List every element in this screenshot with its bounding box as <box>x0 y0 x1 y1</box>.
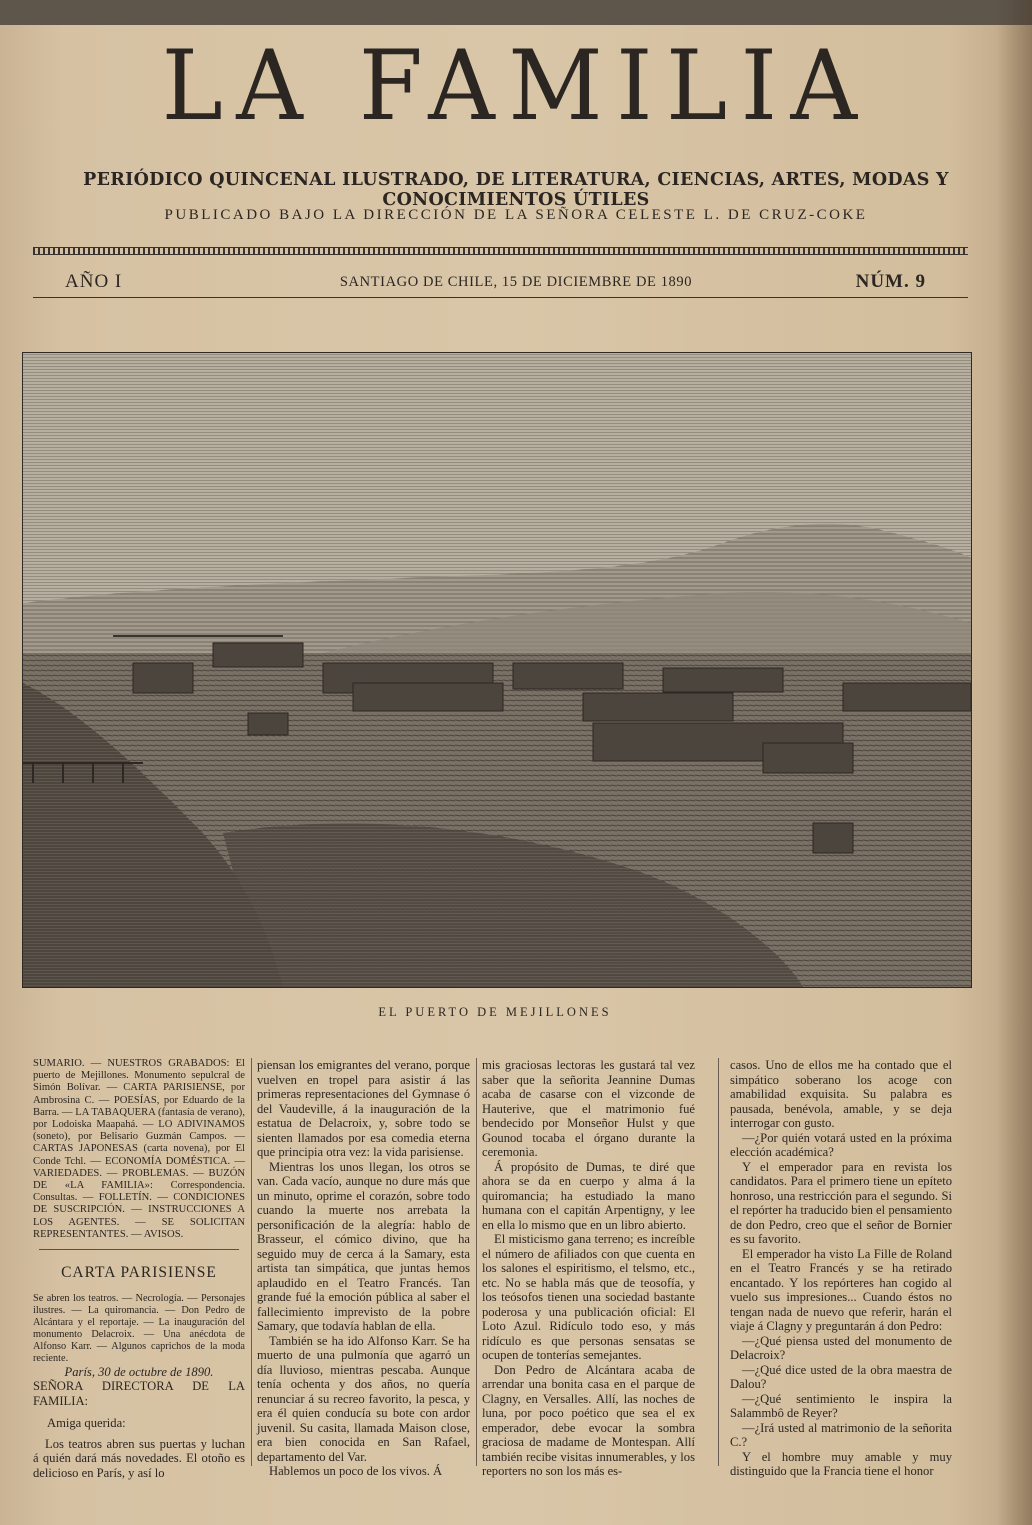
column-rule <box>251 1058 252 1466</box>
paragraph: —¿Qué piensa usted del monumento de Delacroix? <box>730 1333 952 1362</box>
paragraph: Los teatros abren sus puertas y luchan á quién dará más novedades. El otoño es delicioso en París, y así lo <box>33 1436 245 1480</box>
paragraph: Hablemos un poco de los vivos. Á <box>269 1464 443 1478</box>
scan-top-border <box>0 0 1032 25</box>
paragraph: mis graciosas lectoras les gustará tal vez saber que la señorita Jeannine Dumas acaba de casarse con el vizconde de Hauterive, que el matrimonio fué bendecido por Monseñor Hulst y que Gounod tocaba el órgano durante la ceremonia. <box>482 1058 695 1159</box>
masthead-publisher-line: PUBLICADO BAJO LA DIRECCIÓN DE LA SEÑORA CELESTE L. DE CRUZ-COKE <box>164 207 868 223</box>
column-1 <box>33 1058 245 1480</box>
sumario-block <box>33 1058 245 1241</box>
column-4 <box>730 1058 952 1479</box>
paragraph: —¿Qué dice usted de la obra maestra de Dalou? <box>730 1362 952 1391</box>
paragraph: El misticismo gana terreno; es increíble el número de afiliados con que cuenta en los salones el espiritismo, el telsmo, etc., etc. No se habla más que de teosofía, y los teósofos tienen una sociedad bastante poderosa y una publicación oficial: El Loto Azul. Ridículo todo eso, y más ridículo es que personas sensatas se ocupen de tonterías semejantes. <box>482 1232 695 1362</box>
paragraph: Á propósito de Dumas, te diré que ahora se da en cuerpo y alma á la quiromancia; ha estudiado la mano humana con el capitán Arpentigny, y lee en ella lo mismo que en un libro abierto. <box>482 1159 695 1232</box>
paragraph: casos. Uno de ellos me ha contado que el simpático soberano los acoge con amabilidad exquisita. Su palabra es pausada, benévola, amable, y se deja interrogar con gusto. <box>730 1058 952 1130</box>
letter-greeting: Amiga querida: <box>47 1416 126 1431</box>
column-3 <box>482 1058 695 1479</box>
paragraph: Mientras los unos llegan, los otros se van. Cada vacío, aunque no dure más que un minuto, oprime el corazón, sobre todo cuando la muerte nos arrebata la personificación de la alegría: hablo de Brasseur, el cómico divino, que ha seguido muy de cerca á la Samary, esta artista tan simpática, que juntas hemos aplaudido en el Teatro Francés. Tan grande fué la emoción pública al saber el fallecimiento imprevisto de la pobre Samary, que todavía hablan de ella. <box>257 1159 470 1333</box>
issue-year: AÑO I <box>65 271 123 292</box>
column-2 <box>257 1058 470 1479</box>
section-summary-block <box>33 1293 245 1365</box>
section-rule <box>39 1249 239 1250</box>
sumario-text: SUMARIO. — NUESTROS GRABADOS: El puerto de Mejillones. Monumento sepulcral de Simón Bolívar. — CARTA PARISIENSE, por Ambrosina C. — POESÍAS, por Eduardo de la Barra. — LA TABAQUERA (fantasía de verano), por Lodoiska Maapahá. — LO ADIVINAMOS (soneto), por Belisario Guzmán Campos. — CARTAS JAPONESAS (carta novena), por El Conde Tchl. — ECONOMÍA DOMÉSTICA. — VARIEDADES. — PROBLEMAS. — BUZÓN DE «LA FAMILIA»: Correspondencia. Consultas. — FOLLETÍN. — CONDICIONES DE SUSCRIPCIÓN. — INSTRUCCIONES A LOS AGENTES. — SE SOLICITAN REPRESENTANTES. — AVISOS. <box>33 1058 245 1240</box>
paragraph: —¿Por quién votará usted en la próxima elección académica? <box>730 1130 952 1159</box>
masthead-title: LA FAMILIA <box>161 30 871 142</box>
dateline-rule <box>33 297 968 298</box>
paragraph: —¿Qué sentimiento le inspira la Salammbô de Reyer? <box>730 1391 952 1420</box>
column-rule <box>718 1058 719 1466</box>
paragraph: También se ha ido Alfonso Karr. Se ha muerto de una pulmonía que agarró un día lluvioso, mientras pescaba. Aunque tenía ochenta y dos años, no quería renunciar á su recreo favorito, la pesca, y era él quien conducía su bote con ardor juvenil. Su casita, llamada Maison close, era bien conocida en San Rafael, departamento del Var. <box>257 1333 470 1464</box>
paragraph: Don Pedro de Alcántara acaba de arrendar una bonita casa en el parque de Clagny, en Versalles. Allí, las noches de luna, por poco poético que sea el ex emperador, debe evocar la sombra graciosa de madame de Montespan. Allí también recibe visitas innumerables, y los reporters no son los más es- <box>482 1362 695 1478</box>
section-heading: CARTA PARISIENSE <box>61 1264 217 1282</box>
paragraph: Y el hombre muy amable y muy distinguido que la Francia tiene el honor <box>730 1449 952 1478</box>
illustration-caption: EL PUERTO DE MEJILLONES <box>378 1005 612 1019</box>
letter-salutation: SEÑORA DIRECTORA DE LA FAMILIA: <box>33 1379 245 1408</box>
paragraph: Y el emperador para en revista los candidatos. Para el primero tiene un epíteto honroso, una restricción para el segundo. Si el repórter ha traducido bien el pensamiento de don Pedro, creo que el señor de Bornier es su favorito. <box>730 1159 952 1246</box>
section-summary: Se abren los teatros. — Necrología. — Personajes ilustres. — La quiromancia. — Don Pedro de Alcántara y el reportaje. — La inauguración del monumento Delacroix. — Una anécdota de Alfonso Karr. — Algunos caprichos de la moda reciente. <box>33 1292 245 1364</box>
ornamental-rule <box>33 247 968 255</box>
letter-date: París, 30 de octubre de 1890. <box>64 1364 214 1379</box>
issue-number: NÚM. 9 <box>855 271 926 292</box>
issue-place-date: SANTIAGO DE CHILE, 15 DE DICIEMBRE DE 1890 <box>339 274 693 290</box>
paragraph: —¿Irá usted al matrimonio de la señorita C.? <box>730 1420 952 1449</box>
column-rule <box>476 1058 477 1466</box>
paragraph: piensan los emigrantes del verano, porque vuelven en tropel para asistir á las primeras representaciones del Gymnase ó del Vaudeville, á la inauguración de la estatua de Delacroix, y, sobre todo se sienten llamados por esa comedia eterna que principia otra vez: la vida parisiense. <box>257 1058 470 1159</box>
paragraph: El emperador ha visto La Fille de Roland en el Teatro Francés y se ha retirado encantado. Y los repórteres han cogido al vuelo sus impresiones... Cuando éstos no tengan nada de nuevo que referir, harán el viaje á Clagny y preguntarán á don Pedro: <box>730 1246 952 1333</box>
page-edge-shadow <box>996 0 1032 1525</box>
masthead-subtitle: PERIÓDICO QUINCENAL ILUSTRADO, DE LITERATURA, CIENCIAS, ARTES, MODAS Y CONOCIMIENTOS ÚTILES <box>83 170 949 210</box>
engraving-port-scene <box>23 353 971 987</box>
engraving-illustration <box>22 352 972 988</box>
